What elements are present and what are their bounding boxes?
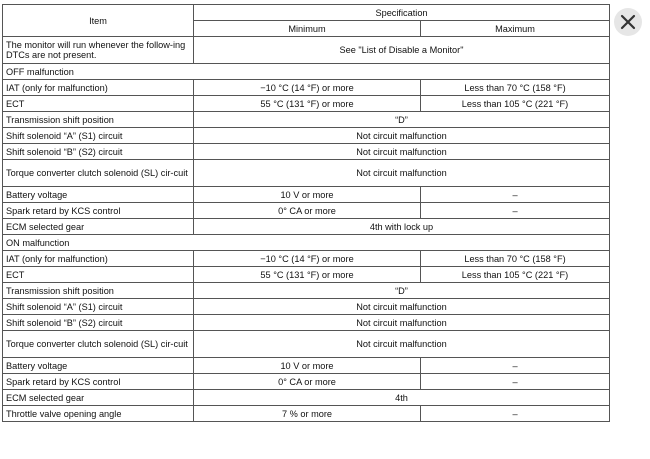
row-value: Not circuit malfunction xyxy=(194,315,610,331)
header-specification: Specification xyxy=(194,5,610,21)
row-minimum: 55 °C (131 °F) or more xyxy=(194,96,421,112)
table-row xyxy=(3,112,610,128)
table-row xyxy=(3,374,610,390)
row-value: 4th with lock up xyxy=(194,219,610,235)
row-maximum: – xyxy=(421,406,610,422)
row-maximum: – xyxy=(421,374,610,390)
specification-table xyxy=(2,4,610,422)
row-item: Shift solenoid “A” (S1) circuit xyxy=(3,299,194,315)
close-icon xyxy=(620,14,636,30)
table-row xyxy=(3,331,610,358)
row-minimum: 55 °C (131 °F) or more xyxy=(194,267,421,283)
table-row xyxy=(3,390,610,406)
row-maximum: Less than 70 °C (158 °F) xyxy=(421,80,610,96)
header-minimum: Minimum xyxy=(194,21,421,37)
row-item: IAT (only for malfunction) xyxy=(3,251,194,267)
row-item: IAT (only for malfunction) xyxy=(3,80,194,96)
row-item: Spark retard by KCS control xyxy=(3,203,194,219)
row-minimum: 0° CA or more xyxy=(194,374,421,390)
row-item: Torque converter clutch solenoid (SL) cir-cuit xyxy=(3,331,194,358)
row-minimum: 10 V or more xyxy=(194,187,421,203)
row-item: ECM selected gear xyxy=(3,390,194,406)
row-minimum: 10 V or more xyxy=(194,358,421,374)
header-item: Item xyxy=(3,5,194,37)
table-row xyxy=(3,251,610,267)
row-maximum: – xyxy=(421,187,610,203)
row-maximum: Less than 105 °C (221 °F) xyxy=(421,267,610,283)
row-value: Not circuit malfunction xyxy=(194,144,610,160)
row-item: Spark retard by KCS control xyxy=(3,374,194,390)
table-row xyxy=(3,187,610,203)
table-row xyxy=(3,160,610,187)
section-heading-on: ON malfunction xyxy=(3,235,610,251)
row-item: Battery voltage xyxy=(3,358,194,374)
table-row xyxy=(3,315,610,331)
row-value: “D” xyxy=(194,283,610,299)
table-row xyxy=(3,219,610,235)
table-row xyxy=(3,80,610,96)
table-row xyxy=(3,128,610,144)
row-value: Not circuit malfunction xyxy=(194,299,610,315)
table-row xyxy=(3,144,610,160)
table-row xyxy=(3,406,610,422)
table-row xyxy=(3,203,610,219)
table-row xyxy=(3,96,610,112)
row-item: Battery voltage xyxy=(3,187,194,203)
row-value: 4th xyxy=(194,390,610,406)
table-row xyxy=(3,299,610,315)
row-value: “D” xyxy=(194,112,610,128)
row-maximum: – xyxy=(421,203,610,219)
row-item: Shift solenoid “A” (S1) circuit xyxy=(3,128,194,144)
row-minimum: 0° CA or more xyxy=(194,203,421,219)
header-maximum: Maximum xyxy=(421,21,610,37)
row-item: Transmission shift position xyxy=(3,283,194,299)
row-item: Torque converter clutch solenoid (SL) cir-cuit xyxy=(3,160,194,187)
row-item: ECM selected gear xyxy=(3,219,194,235)
table-row xyxy=(3,283,610,299)
row-maximum: – xyxy=(421,358,610,374)
table-row xyxy=(3,267,610,283)
table-row xyxy=(3,358,610,374)
row-item: ECT xyxy=(3,267,194,283)
table-row xyxy=(3,37,610,64)
row-item: Shift solenoid “B” (S2) circuit xyxy=(3,144,194,160)
row-minimum: −10 °C (14 °F) or more xyxy=(194,80,421,96)
close-button[interactable] xyxy=(614,8,642,36)
row-minimum: 7 % or more xyxy=(194,406,421,422)
row-item: Shift solenoid “B” (S2) circuit xyxy=(3,315,194,331)
row-value: Not circuit malfunction xyxy=(194,331,610,358)
row-value: Not circuit malfunction xyxy=(194,160,610,187)
row-value: See "List of Disable a Monitor" xyxy=(194,37,610,64)
section-heading-off: OFF malfunction xyxy=(3,64,610,80)
row-item: Transmission shift position xyxy=(3,112,194,128)
section-row xyxy=(3,64,610,80)
row-item: The monitor will run whenever the follow-ing DTCs are not present. xyxy=(3,37,194,64)
row-item: ECT xyxy=(3,96,194,112)
row-value: Not circuit malfunction xyxy=(194,128,610,144)
row-minimum: −10 °C (14 °F) or more xyxy=(194,251,421,267)
row-maximum: Less than 70 °C (158 °F) xyxy=(421,251,610,267)
row-item: Throttle valve opening angle xyxy=(3,406,194,422)
section-row xyxy=(3,235,610,251)
row-maximum: Less than 105 °C (221 °F) xyxy=(421,96,610,112)
